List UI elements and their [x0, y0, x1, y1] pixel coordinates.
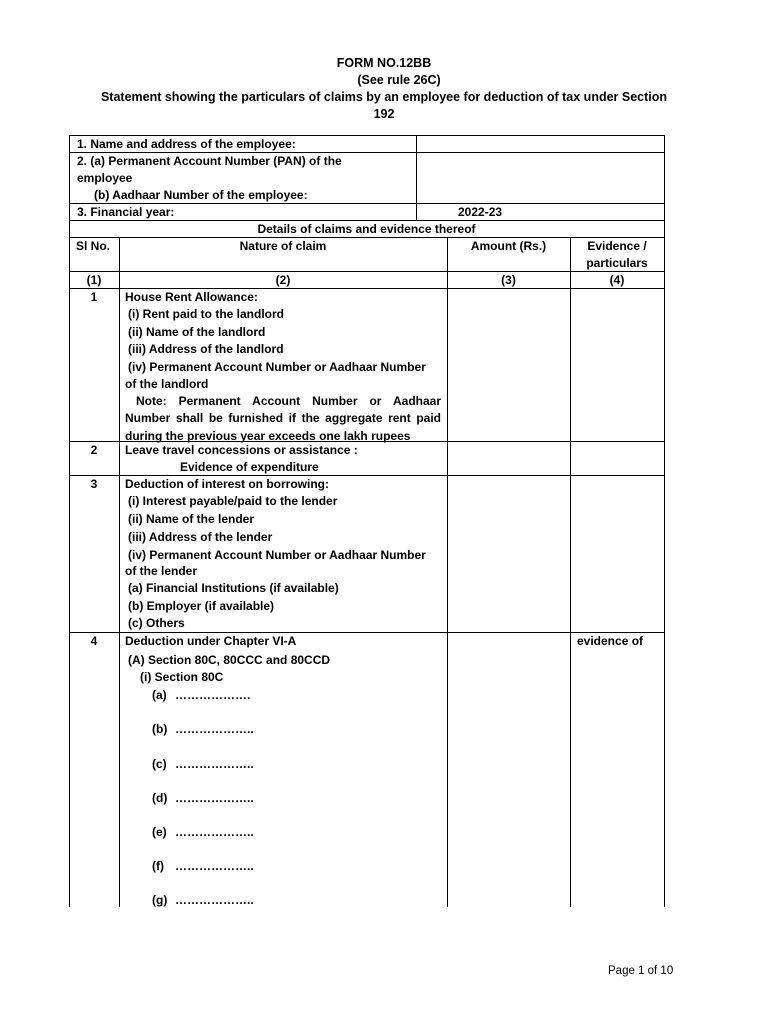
claim-1-landlord-pan: (iv) Permanent Account Number or Aadhaar Number — [128, 360, 426, 374]
claim-4-section-80c-group: (A) Section 80C, 80CCC and 80CCD — [128, 653, 331, 667]
col-header-nature: Nature of claim — [239, 239, 327, 253]
col-number-4: (4) — [609, 273, 625, 287]
claim-4-section-80c: (i) Section 80C — [140, 670, 224, 684]
form-number: FORM NO.12BB — [336, 56, 432, 70]
claim-1-evidence-field[interactable] — [571, 289, 664, 441]
claim-1-note: Note: Permanent Account Number or Aadhaar Number shall be furnished if the aggregate rent paid during the previous year exceeds one lakh rupees — [125, 394, 441, 443]
claim-4-item-f-label: (f) — [152, 859, 164, 873]
details-section-title: Details of claims and evidence thereof — [257, 222, 476, 236]
pan-aadhaar-field[interactable] — [417, 153, 663, 203]
claim-3-lender-pan: (iv) Permanent Account Number or Aadhaar Number — [128, 548, 426, 562]
claim-4-item-e-label: (e) — [152, 825, 167, 839]
claim-4-item-g-dots[interactable]: ……………….. — [175, 893, 254, 907]
claim-3-amount-field[interactable] — [448, 476, 570, 632]
claim-4-item-a-dots[interactable]: ………………. — [175, 688, 251, 702]
claim-3-lender-address: (iii) Address of the lender — [128, 530, 273, 544]
statement-title-line1: Statement showing the particulars of claims by an employee for deduction of tax under Section — [100, 90, 668, 104]
claim-1-title: House Rent Allowance: — [125, 290, 258, 304]
claim-1-landlord-pan-cont: of the landlord — [125, 377, 209, 391]
claim-2-amount-field[interactable] — [448, 442, 570, 475]
claim-1-landlord-address: (iii) Address of the landlord — [128, 342, 284, 356]
col-number-1: (1) — [86, 273, 102, 287]
col-header-evidence: Evidence / — [587, 239, 647, 253]
employee-name-address-label: 1. Name and address of the employee: — [77, 137, 296, 151]
col-header-particulars: particulars — [586, 256, 648, 270]
claim-4-item-b-label: (b) — [152, 722, 168, 736]
claim-4-item-c-label: (c) — [152, 757, 167, 771]
claim-3-interest: (i) Interest payable/paid to the lender — [128, 494, 338, 508]
pan-label-line2: employee — [77, 171, 133, 185]
financial-year-value: 2022-23 — [458, 205, 503, 219]
claim-3-lender-pan-cont: of the lender — [125, 564, 198, 578]
col-number-3: (3) — [501, 273, 516, 287]
claim-4-evidence-label: evidence of — [577, 634, 644, 648]
claim-3-title: Deduction of interest on borrowing: — [125, 477, 329, 491]
claim-2-evidence-field[interactable] — [571, 442, 664, 475]
claim-4-title: Deduction under Chapter VI-A — [125, 634, 297, 648]
pan-label-line1: 2. (a) Permanent Account Number (PAN) of the — [77, 154, 342, 168]
claim-1-sl: 1 — [90, 290, 98, 304]
employee-name-address-field[interactable] — [417, 136, 663, 152]
claim-4-item-d-label: (d) — [152, 791, 168, 805]
claim-3-lender-name: (ii) Name of the lender — [128, 512, 255, 526]
claim-4-item-c-dots[interactable]: ……………….. — [175, 757, 254, 771]
claim-4-item-a-label: (a) — [152, 688, 167, 702]
claim-3-others: (c) Others — [128, 616, 185, 630]
claim-1-amount-field[interactable] — [448, 289, 570, 441]
claim-4-sl: 4 — [90, 634, 98, 648]
claim-4-item-b-dots[interactable]: ……………….. — [175, 722, 254, 736]
claim-3-employer: (b) Employer (if available) — [128, 599, 275, 613]
claim-3-financial-institutions: (a) Financial Institutions (if available) — [128, 581, 339, 595]
claim-2-sl: 2 — [90, 443, 98, 457]
claim-3-evidence-field[interactable] — [571, 476, 664, 632]
claim-4-item-e-dots[interactable]: ……………….. — [175, 825, 254, 839]
claim-1-landlord-name: (ii) Name of the landlord — [128, 325, 266, 339]
claim-2-title: Leave travel concessions or assistance : — [125, 443, 358, 457]
col-header-amount: Amount (Rs.) — [470, 239, 547, 253]
claim-2-evidence-of-expenditure: Evidence of expenditure — [180, 460, 319, 474]
statement-title-line2: 192 — [373, 107, 395, 121]
aadhaar-label: (b) Aadhaar Number of the employee: — [94, 188, 308, 202]
claim-4-amount-field[interactable] — [448, 633, 570, 907]
financial-year-label: 3. Financial year: — [77, 205, 175, 219]
claim-4-item-d-dots[interactable]: ……………….. — [175, 791, 254, 805]
claim-3-sl: 3 — [90, 477, 98, 491]
claim-4-item-f-dots[interactable]: ……………….. — [175, 859, 254, 873]
claim-1-rent-paid: (i) Rent paid to the landlord — [128, 307, 284, 321]
col-header-sl: Sl No. — [76, 239, 111, 253]
col-number-2: (2) — [275, 273, 291, 287]
page-number: Page 1 of 10 — [608, 965, 674, 977]
claim-4-item-g-label: (g) — [152, 893, 168, 907]
rule-reference: (See rule 26C) — [357, 73, 441, 87]
